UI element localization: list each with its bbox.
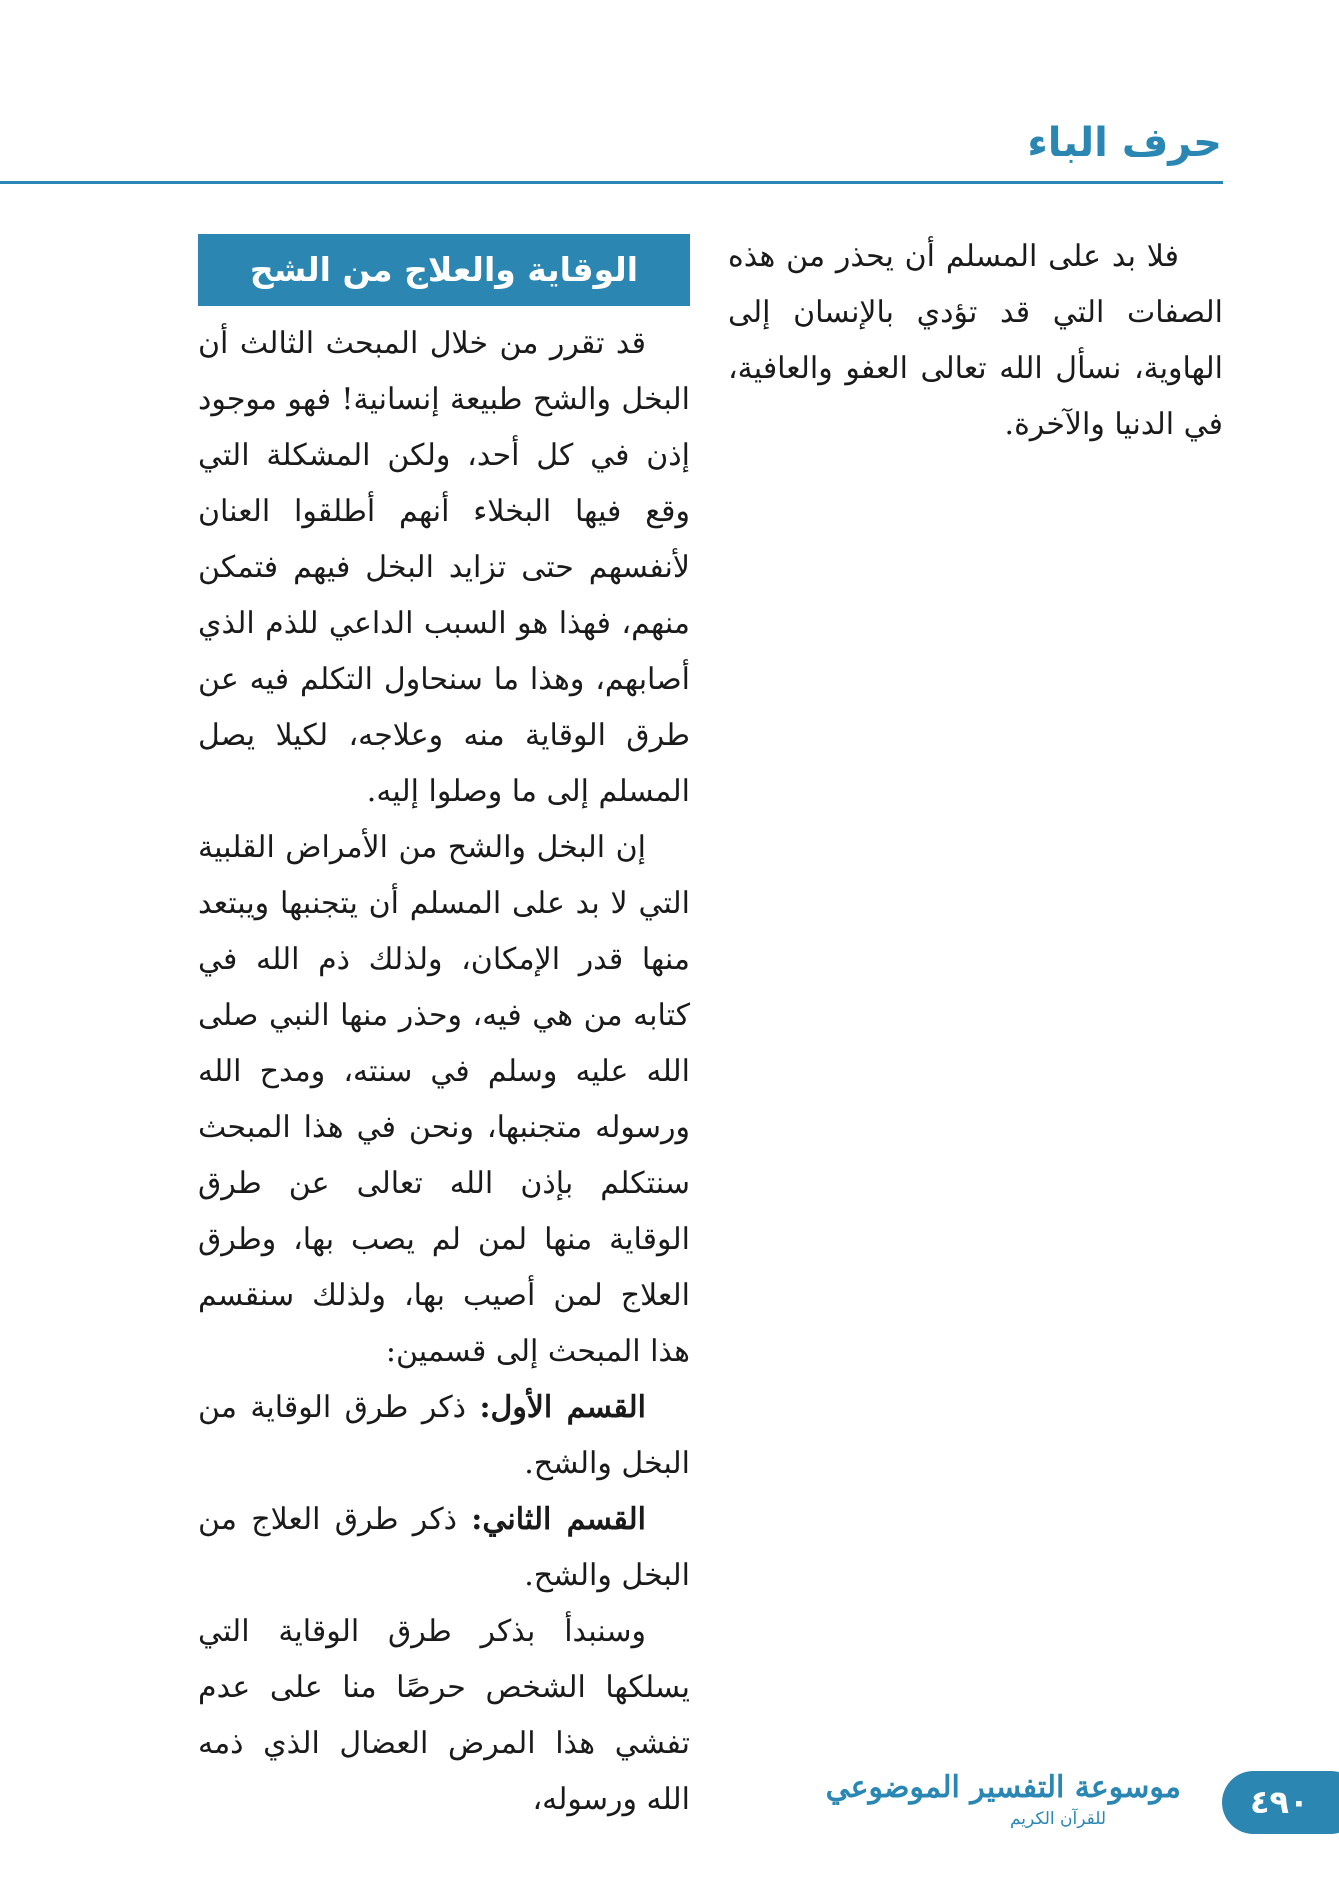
closing-paragraph: وسنبدأ بذكر طرق الوقاية التي يسلكها الشخص حرصًا منا على عدم تفشي هذا المرض العضال الذي ذمه الله ورسوله، — [198, 1614, 690, 1817]
right-column — [728, 229, 1223, 453]
section-one-label: القسم الأول: — [479, 1390, 646, 1425]
section-one-item — [198, 1380, 690, 1492]
section-two-text: ذكر طرق العلاج من البخل والشح. — [198, 1502, 690, 1593]
intro-paragraph: قد تقرر من خلال المبحث الثالث أن البخل والشح طبيعة إنسانية! فهو موجود إذن في كل أحد، ولكن المشكلة التي وقع فيها البخلاء أنهم أطلقوا العنان لأنفسهم حتى تزايد البخل فيهم فتمكن منهم، فهذا هو السبب الداعي للذم الذي أصابهم، وهذا ما سنحاول التكلم فيه عن طرق الوقاية منه وعلاجه، لكيلا يصل المسلم إلى ما وصلوا إليه. — [198, 326, 690, 809]
section-heading: الوقاية والعلاج من الشح — [198, 234, 690, 306]
chapter-title: حرف الباء — [1027, 120, 1222, 166]
section-two-item — [198, 1492, 690, 1604]
left-column — [198, 234, 690, 1828]
encyclopedia-logo — [825, 1768, 1181, 1838]
logo-title: موسوعة التفسير الموضوعي — [825, 1770, 1181, 1805]
page-number: ٤٩٠ — [1222, 1771, 1339, 1834]
logo-subtitle: للقرآن الكريم — [1009, 1809, 1107, 1829]
header-rule — [0, 181, 1223, 184]
section-two-label: القسم الثاني: — [471, 1502, 646, 1537]
body-paragraph: إن البخل والشح من الأمراض القلبية التي لا بد على المسلم أن يتجنبها ويبتعد منها قدر الإمكان، ولذلك ذم الله في كتابه من هي فيه، وحذر منها النبي صلى الله عليه وسلم في سنته، ومدح الله ورسوله متجنبها، ونحن في هذا المبحث سنتكلم بإذن الله تعالى عن طرق الوقاية منها لمن لم يصب بها، وطرق العلاج لمن أصيب بها، ولذلك سنقسم هذا المبحث إلى قسمين: — [198, 830, 690, 1369]
right-paragraph: فلا بد على المسلم أن يحذر من هذه الصفات التي قد تؤدي بالإنسان إلى الهاوية، نسأل الله تعالى العفو والعافية، في الدنيا والآخرة. — [728, 239, 1223, 442]
section-one-text: ذكر طرق الوقاية من البخل والشح. — [198, 1390, 690, 1481]
